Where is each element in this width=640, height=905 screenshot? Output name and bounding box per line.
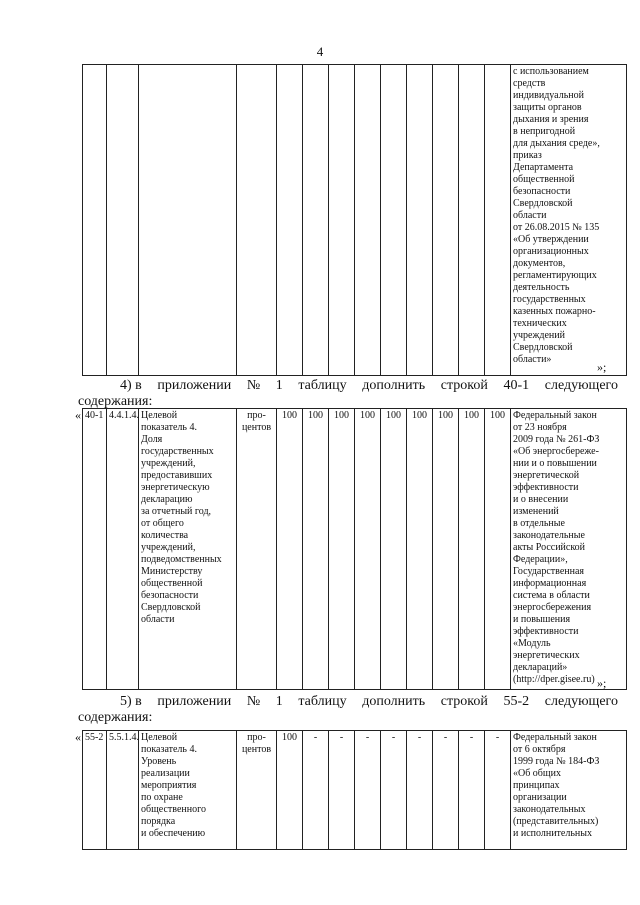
value-2020: - xyxy=(391,732,396,743)
open-quote: « xyxy=(75,408,81,422)
paragraph-word: 5) в xyxy=(120,694,142,709)
indicator-line: безопасности xyxy=(141,590,199,601)
value-2016: 100 xyxy=(282,410,297,421)
value-2023: - xyxy=(469,732,474,743)
paragraph-word: 4) в xyxy=(120,378,142,393)
source-line: казенных пожарно- xyxy=(513,306,596,317)
source-line: от 6 октября xyxy=(513,744,566,755)
paragraph-5-line xyxy=(78,694,618,710)
paragraph-word: строкой xyxy=(440,378,488,393)
value-2024: - xyxy=(495,732,500,743)
source-line: 1999 года № 184-ФЗ xyxy=(513,756,600,767)
source-line: акты Российской xyxy=(513,542,586,553)
paragraph-word: 40-1 xyxy=(503,378,530,393)
closing-quote: »; xyxy=(597,360,607,374)
indicator-line: за отчетный год, xyxy=(141,506,212,517)
value-2022: - xyxy=(443,732,448,743)
source-line: (представительных) xyxy=(513,816,599,827)
unit-line: центов xyxy=(241,422,272,433)
paragraph-word: приложении xyxy=(157,694,232,709)
indicator-line: общественной xyxy=(141,578,203,589)
source-line: система в области xyxy=(513,590,590,601)
unit-line: про- xyxy=(247,410,266,421)
source-line: общественной xyxy=(513,174,575,185)
value-2022: 100 xyxy=(438,410,453,421)
unit xyxy=(237,731,276,757)
indicator-line: Министерству xyxy=(141,566,203,577)
value-2021: - xyxy=(417,732,422,743)
indicator-line: и обеспечению xyxy=(141,828,206,839)
row-number: 55-2 xyxy=(85,732,104,743)
value-2018: - xyxy=(339,732,344,743)
paragraph-word: приложении xyxy=(157,378,232,393)
closing-quote: »; xyxy=(597,676,607,690)
source-cell xyxy=(511,409,626,687)
source-line: документов, xyxy=(513,258,566,269)
source-line: организационных xyxy=(513,246,589,257)
paragraph-4-line xyxy=(78,378,618,394)
indicator-line: мероприятия xyxy=(141,780,197,791)
source-line: защиты органов xyxy=(513,102,582,113)
table-row-55-2 xyxy=(82,730,627,850)
source-line: Федеральный закон xyxy=(513,732,597,743)
paragraph-5 xyxy=(78,694,618,726)
paragraph-word: № xyxy=(246,694,261,709)
source-cell xyxy=(511,65,626,367)
indicator-line: Свердловской xyxy=(141,602,201,613)
source-line: законодательных xyxy=(513,804,586,815)
indicator-line: Целевой xyxy=(141,732,178,743)
unit xyxy=(237,409,276,435)
source-line: для дыхания среде», xyxy=(513,138,600,149)
source-line: и исполнительных xyxy=(513,828,592,839)
source-line: изменений xyxy=(513,506,559,517)
indicator-line: по охране xyxy=(141,792,183,803)
paragraph-word: 1 xyxy=(275,378,283,393)
indicator-line: показатель 4. xyxy=(141,744,197,755)
row-code: 5.5.1.4. xyxy=(109,732,139,743)
paragraph-4 xyxy=(78,378,618,410)
unit-line: центов xyxy=(241,744,272,755)
indicator-line: подведомственных xyxy=(141,554,222,565)
indicator-line: области xyxy=(141,614,175,625)
source-line: законодательные xyxy=(513,530,585,541)
indicator-line: порядка xyxy=(141,816,176,827)
source-line: в непригодной xyxy=(513,126,576,137)
source-line: от 26.08.2015 № 135 xyxy=(513,222,600,233)
indicator-line: Доля xyxy=(141,434,163,445)
indicator-line: от общего xyxy=(141,518,184,529)
source-line: дыхания и зрения xyxy=(513,114,589,125)
source-line: и повышения xyxy=(513,614,571,625)
source-line: области» xyxy=(513,354,552,365)
source-line: государственных xyxy=(513,294,586,305)
source-line: области xyxy=(513,210,547,221)
paragraph-word: дополнить xyxy=(362,378,426,393)
source-line: «Об энергосбереже- xyxy=(513,446,599,457)
paragraph-word: 55-2 xyxy=(503,694,530,709)
source-line: энергосбережения xyxy=(513,602,592,613)
source-line: учреждений xyxy=(513,330,565,341)
indicator-line: Целевой xyxy=(141,410,178,421)
value-2019: - xyxy=(365,732,370,743)
source-line: принципах xyxy=(513,780,560,791)
indicator-line: предоставивших xyxy=(141,470,213,481)
paragraph-word: 1 xyxy=(275,694,283,709)
row-code: 4.4.1.4. xyxy=(109,410,139,421)
paragraph-4-line2: содержания: xyxy=(78,394,153,409)
source-line: энергетической xyxy=(513,470,580,481)
value-2017: - xyxy=(313,732,318,743)
paragraph-word: следующего xyxy=(544,378,618,393)
unit-line: про- xyxy=(247,732,266,743)
indicator-line: энергетическую xyxy=(141,482,210,493)
source-line: Государственная xyxy=(513,566,585,577)
row-number: 40-1 xyxy=(85,410,104,421)
value-2016: 100 xyxy=(282,732,297,743)
source-line: приказ xyxy=(513,150,542,161)
source-line: технических xyxy=(513,318,567,329)
value-2018: 100 xyxy=(334,410,349,421)
source-line: (http://dper.gisee.ru) xyxy=(513,674,595,685)
page-number: 4 xyxy=(316,44,324,59)
source-line: регламентирующих xyxy=(513,270,597,281)
table-row-40-1 xyxy=(82,408,627,690)
indicator-line: реализации xyxy=(141,768,190,779)
value-2017: 100 xyxy=(308,410,323,421)
indicator-line: учреждений, xyxy=(141,542,196,553)
open-quote: « xyxy=(75,730,81,744)
source-line: 2009 года № 261-ФЗ xyxy=(513,434,600,445)
indicator-line: Уровень xyxy=(141,756,177,767)
source-line: индивидуальной xyxy=(513,90,584,101)
source-line: Федеральный закон xyxy=(513,410,597,421)
paragraph-word: следующего xyxy=(544,694,618,709)
value-2023: 100 xyxy=(464,410,479,421)
value-2020: 100 xyxy=(386,410,401,421)
paragraph-word: дополнить xyxy=(362,694,426,709)
source-line: деятельность xyxy=(513,282,570,293)
source-cell xyxy=(511,731,626,841)
indicator-name xyxy=(139,409,236,627)
source-line: «Об утверждении xyxy=(513,234,589,245)
indicator-line: общественного xyxy=(141,804,206,815)
source-line: средств xyxy=(513,78,546,89)
paragraph-word: строкой xyxy=(440,694,488,709)
source-line: эффективности xyxy=(513,482,579,493)
source-line: энергетических xyxy=(513,650,580,661)
value-2021: 100 xyxy=(412,410,427,421)
value-2024: 100 xyxy=(490,410,505,421)
indicator-line: декларацию xyxy=(141,494,193,505)
paragraph-word: таблицу xyxy=(298,694,347,709)
source-line: «Об общих xyxy=(513,768,561,779)
value-2019: 100 xyxy=(360,410,375,421)
paragraph-5-line2: содержания: xyxy=(78,710,153,725)
indicator-name xyxy=(139,731,236,841)
paragraph-word: № xyxy=(246,378,261,393)
indicator-line: государственных xyxy=(141,446,214,457)
source-line: с использованием xyxy=(513,66,589,77)
source-line: в отдельные xyxy=(513,518,565,529)
source-line: «Модуль xyxy=(513,638,551,649)
source-line: Федерации», xyxy=(513,554,568,565)
source-line: организации xyxy=(513,792,567,803)
table-continuation xyxy=(82,64,627,376)
source-line: Свердловской xyxy=(513,342,573,353)
indicator-line: количества xyxy=(141,530,189,541)
source-line: и о внесении xyxy=(513,494,569,505)
source-line: деклараций» xyxy=(513,662,568,673)
indicator-line: показатель 4. xyxy=(141,422,197,433)
source-line: нии и о повышении xyxy=(513,458,597,469)
source-line: информационная xyxy=(513,578,587,589)
source-line: Департамента xyxy=(513,162,574,173)
indicator-line: учреждений, xyxy=(141,458,196,469)
source-line: от 23 ноября xyxy=(513,422,567,433)
source-line: Свердловской xyxy=(513,198,573,209)
paragraph-word: таблицу xyxy=(298,378,347,393)
source-line: безопасности xyxy=(513,186,571,197)
source-line: эффективности xyxy=(513,626,579,637)
